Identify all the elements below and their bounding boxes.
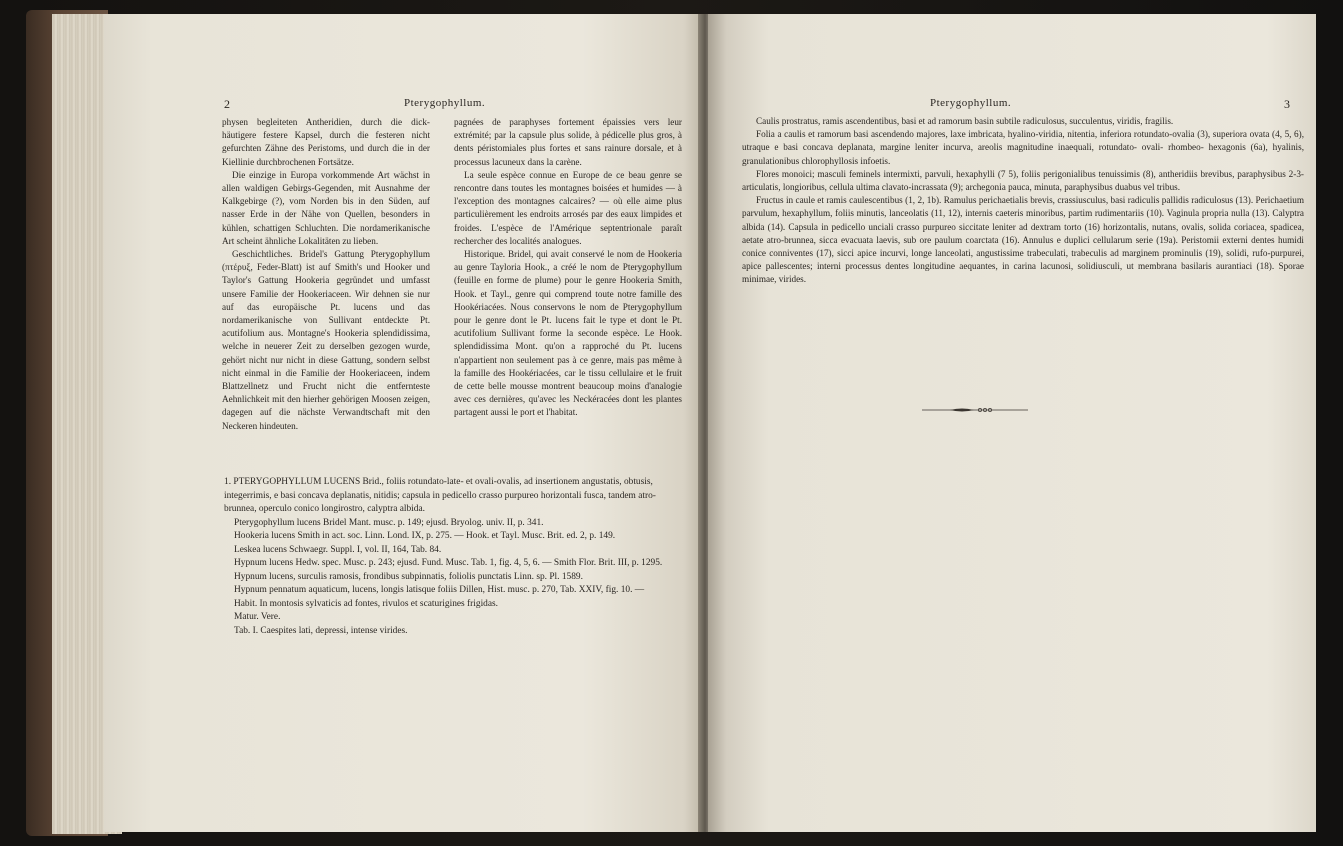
german-paragraph: Geschichtliches. Bridel's Gattung Pterygophyllum (πτέρυξ, Feder-Blatt) ist auf Smith's und Hooker und Taylor's Gattung Hookeria gegründet und umfasst unsere Familie der Hookeriaceen. Wir dehnen sie nur auf das europäische Pt. lucens und das nordamerikanische von Sullivant entdeckte Pt. acutifolium aus. Montagne's Hookeria splendidissima, welche in neuerer Zeit zu derselben gezogen wurde, gehört nicht nur nicht in diese Gattung, sondern selbst nicht einmal in die Familie der Hookeriaceen, indem Blattzellnetz und Frucht nicht die entfernteste Aehnlichkeit mit den hierher gehörigen Moosen zeigen, dagegen auf die nächste Verwandtschaft mit den Neckeren hindeuten. xyxy=(222,249,430,431)
german-paragraph: physen begleiteten Antheridien, durch die dick- häutigere festere Kapsel, durch die festeren nicht gefurchten Zähne des Peristoms, und durch die in der Kiellinie durchbrochenen Fortsätze. xyxy=(222,117,430,167)
species-entry xyxy=(224,476,684,638)
german-column xyxy=(222,116,430,433)
french-column xyxy=(454,116,682,420)
latin-description xyxy=(742,115,1304,287)
ornament-rule-icon xyxy=(922,407,1028,413)
left-page-number: 2 xyxy=(224,97,230,111)
german-paragraph: Die einzige in Europa vorkommende Art wächst in allen waldigen Gebirgs-Gegenden, mit Ausnahme der Kalkgebirge (?), vom Norden bis in den Süden, auf nasser Erde in der Nähe von Quellen, besonders in kühlen, schattigen Schluchten. Die nordamerikanische Art scheint ähnliche Lokalitäten zu lieben. xyxy=(222,169,430,246)
synonym-line: Pterygophyllum lucens Bridel Mant. musc. p. 149; ejusd. Bryolog. univ. II, p. 341. xyxy=(234,517,544,528)
synonym-line: Leskea lucens Schwaegr. Suppl. I, vol. II, 164, Tab. 84. xyxy=(234,544,442,555)
synonym-line: Hookeria lucens Smith in act. soc. Linn. Lond. IX, p. 275. — Hook. et Tayl. Musc. Brit. ed. 2, p. 149. xyxy=(234,531,616,541)
right-running-head: Pterygophyllum. xyxy=(930,97,1012,109)
synonym-line: Hypnum lucens Hedw. spec. Musc. p. 243; ejusd. Fund. Musc. Tab. 1, fig. 4, 5, 6. — Smith Flor. Brit. III, p. 1295. xyxy=(234,558,663,568)
french-paragraph: Historique. Bridel, qui avait conservé le nom de Hookeria au genre Tayloria Hook., a créé le nom de Pterygophyllum (feuille en forme de plume) pour le genre Hookeria Smith, Hook. et Tayl., genre qui comprend toute notre famille des Hookériacées. Nous conservons le nom de Pterygophyllum pour le genre dont le Pt. lucens fait le type et dont le Pt. acutifolium Sullivant forme la seconde espèce. Le Hook. splendidissima Mont. qu'on a rapproché du Pt. lucens n'appartient non seulement pas à ce genre, mais pas même à la famille des Hookériacées, car le tissu cellulaire et le fruit de cette belle mousse montrent beaucoup moins d'analogie avec ces dernières, qu'avec les Neckéracées dont les plantes partagent aussi le port et l'habitat. xyxy=(454,249,682,418)
maturity-line: Matur. Vere. xyxy=(234,612,281,622)
species-diagnosis: 1. PTERYGOPHYLLUM LUCENS Brid., foliis rotundato-late- et ovali-ovalis, ad insertionem angustatis, obtusis, integerrimis, e basi concava deplanatis, nitidis; capsula in pedicello crasso purpureo horizontali fusca, tandem atro-brunnea, operculo conico longirostro, calyptra albida. xyxy=(224,477,656,514)
right-page-number: 3 xyxy=(1284,97,1290,111)
synonym-line: Hypnum lucens, surculis ramosis, frondibus subpinnatis, foliolis punctatis Linn. sp. Pl. 1589. xyxy=(234,571,583,582)
description-paragraph: Fructus in caule et ramis caulescentibus (1, 2, 1b). Ramulus perichaetialis brevis, crassiusculus, basi radiculis pallidis radiculosus (13). Perichaetium parvulum, hexaphyllum, foliis minutis, lanceolatis (11, 12), internis caeteris minoribus, partim rudimentariis (10). Vaginula propria nulla (13). Calyptra albida (14). Capsula in pedicello unciali crasso purpureo siccitate leniter ad dextram torto (16) horizontalis, nutans, ovalis, solida coriacea, spadicea, aetate atro-brunnea, sicca evacuata laevis, sub ore paulum coarctata (16). Annulus e duplici cellularum serie (19a). Peristomii externi dentes humidi conice conniventes (17), sicci apice incurvi, longe lanceolati, angustissime trabeculati, trabeculis ad marginem prominulis (19), solidi, rufo-purpurei, apice pallescentes; interni processus dentes longitudine aequantes, in carina lacunosi, solidiusculi, ut membrana basilaris aurantiaci (18). Sporae minimae, virides. xyxy=(742,195,1304,285)
description-paragraph: Flores monoici; masculi feminels intermixti, parvuli, hexaphylli (7 5), foliis perigonialibus tenuissimis (8), antheridiis brevibus, paraphysibus 2-3-articulatis, longioribus, cellula ultima clavato-incrassata (9); archegonia pauca, minuta, paraphysibus duabus vel tribus. xyxy=(742,168,1304,193)
synonym-line: Hypnum pennatum aquaticum, lucens, longis latisque foliis Dillen, Hist. musc. p. 270, Tab. XXIV, fig. 10. — xyxy=(234,585,645,595)
french-paragraph: pagnées de paraphyses fortement épaissies vers leur extrémité; par la capsule plus solide, à pédicelle plus gros, à dents péristomiales plus fortes et sans rainure dorsale, et à processus lacuneux dans la carène. xyxy=(454,117,682,167)
french-paragraph: La seule espèce connue en Europe de ce beau genre se rencontre dans toutes les montagnes boisées et humides — à l'exception des montagnes calcaires? — où elle aime plus particulièrement les endroits arrosés par des eaux limpides et froides. L'espèce de l'Amérique septentrionale paraît rechercher des localités analogues. xyxy=(454,169,682,246)
plate-line: Tab. I. Caespites lati, depressi, intense virides. xyxy=(234,625,408,636)
description-paragraph: Folia a caulis et ramorum basi ascendendo majores, laxe imbricata, hyalino-viridia, nitentia, inferiora rotundato-ovalia (3), superiora ovata (4, 5, 6), utraque e basi concava deplanata, margine leniter incurva, areolis magnitudine inaequali, rotundato- ovali- rhombeo- hexagonis (6a), hyalinis, granulationibus chlorophyllosis infoetis. xyxy=(742,129,1304,166)
left-running-head: Pterygophyllum. xyxy=(404,97,486,109)
habitat-line: Habit. In montosis sylvaticis ad fontes, rivulos et scaturigines frigidas. xyxy=(234,598,499,609)
description-paragraph: Caulis prostratus, ramis ascendentibus, basi et ad ramorum basin subtile radiculosus, succulentus, viridis, fragilis. xyxy=(756,116,1174,126)
